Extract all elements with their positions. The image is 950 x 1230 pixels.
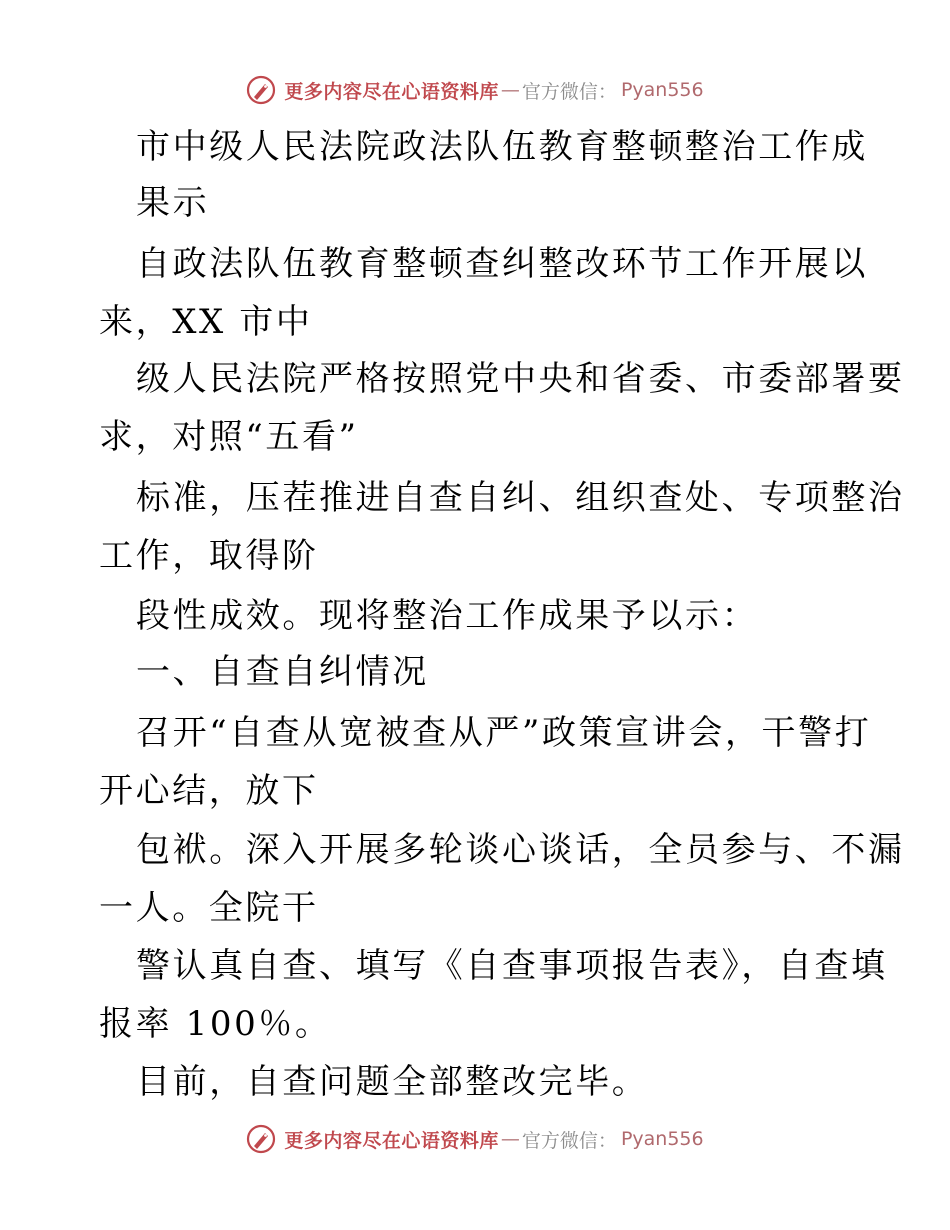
watermark-dash: — [500, 1128, 520, 1150]
paragraph-line: 召开“自查从宽被查从严”政策宣讲会，干警打 [136, 713, 872, 753]
watermark-banner-top [0, 70, 950, 110]
document-title-line-2: 果示 [136, 183, 210, 223]
paragraph-line: 目前，自查问题全部整改完毕。 [136, 1062, 649, 1102]
watermark-wechat-id: Pyan556 [620, 1128, 704, 1150]
watermark-dash: — [500, 79, 520, 101]
watermark-banner-bottom [0, 1119, 950, 1159]
paragraph-line: 警认真自查、填写《自查事项报告表》，自查填 [136, 946, 888, 986]
paragraph-line: 来，XX 市中 [99, 302, 313, 342]
paragraph-line: 段性成效。现将整治工作成果予以示： [136, 596, 759, 636]
paragraph-line: 开心结，放下 [99, 771, 319, 811]
paragraph-line: 自政法队伍教育整顿查纠整改环节工作开展以 [136, 244, 868, 284]
pen-nib-logo-icon [246, 75, 276, 105]
document-title-line-1: 市中级人民法院政法队伍教育整顿整治工作成 [136, 127, 868, 167]
pen-nib-logo-icon [246, 1124, 276, 1154]
watermark-wechat-id: Pyan556 [620, 79, 704, 101]
paragraph-line: 包袱。深入开展多轮谈心谈话，全员参与、不漏 [136, 830, 905, 870]
paragraph-line: 标准，压茬推进自查自纠、组织查处、专项整治 [136, 478, 905, 518]
watermark-wechat-label: 官方微信： [521, 80, 617, 103]
watermark-wechat-label: 官方微信： [521, 1129, 617, 1152]
watermark-site-name: 更多内容尽在心语资料库 [284, 1129, 499, 1152]
paragraph-line: 求，对照“五看” [99, 417, 359, 457]
section-heading: 一、自查自纠情况 [136, 652, 429, 692]
paragraph-line: 报率 100％。 [99, 1004, 332, 1044]
paragraph-line: 一人。全院干 [99, 888, 319, 928]
paragraph-line: 级人民法院严格按照党中央和省委、市委部署要 [136, 359, 905, 399]
paragraph-line: 工作，取得阶 [99, 536, 319, 576]
watermark-site-name: 更多内容尽在心语资料库 [284, 80, 499, 103]
